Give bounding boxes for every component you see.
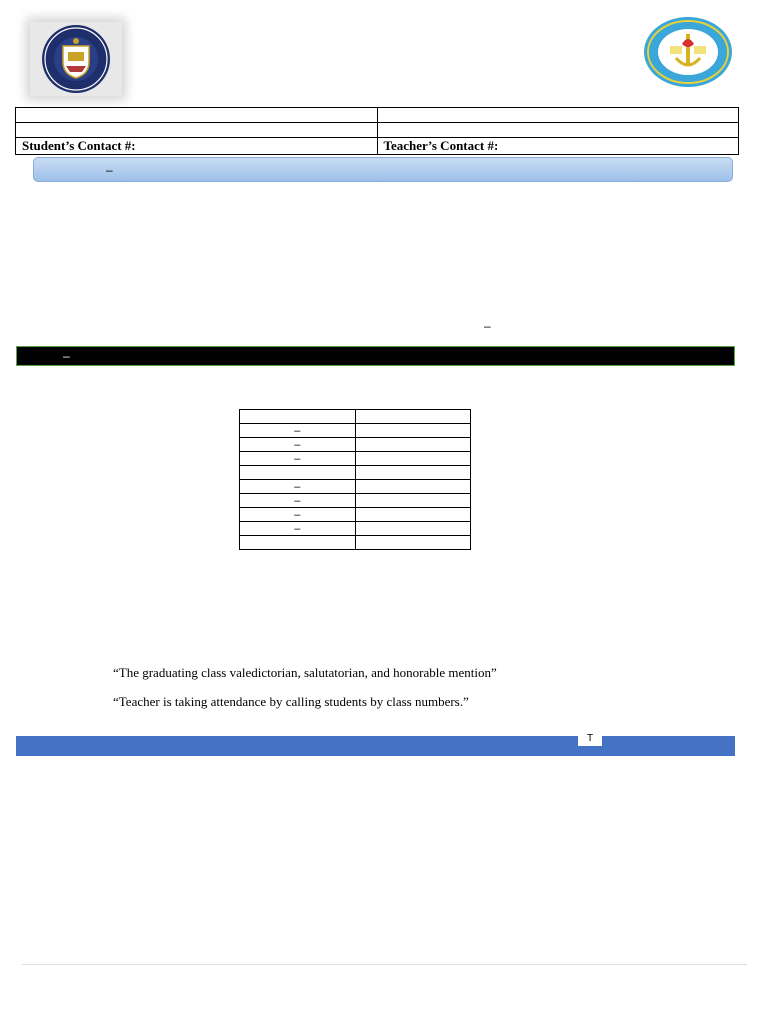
teacher-contact-label: Teacher’s Contact #: <box>377 138 739 155</box>
info-row <box>16 123 739 138</box>
section-bar <box>16 346 735 366</box>
table-row <box>240 536 471 550</box>
footer-divider <box>22 964 747 965</box>
table-cell <box>355 494 471 508</box>
quote-valedictorian: “The graduating class valedictorian, salutatorian, and honorable mention” <box>113 665 497 680</box>
table-cell: – <box>240 522 356 536</box>
table-cell <box>240 466 356 480</box>
bar-dash: – <box>63 349 70 363</box>
student-contact-label: Student’s Contact #: <box>16 138 378 155</box>
school-seal-graphic <box>642 16 734 88</box>
table-cell <box>355 480 471 494</box>
banner-dash: – <box>106 163 113 177</box>
table-cell <box>355 522 471 536</box>
table-row <box>240 522 471 536</box>
table-row <box>240 508 471 522</box>
diocesan-seal-graphic <box>30 22 122 96</box>
table-row <box>240 424 471 438</box>
table-cell: – <box>240 508 356 522</box>
text-dash: – <box>484 319 491 333</box>
quote-attendance: “Teacher is taking attendance by calling students by class numbers.” <box>113 694 469 709</box>
table-cell <box>355 424 471 438</box>
table-cell <box>240 536 356 550</box>
table-row <box>240 452 471 466</box>
table-cell <box>355 438 471 452</box>
diocesan-seal-logo <box>30 22 122 96</box>
table-cell: – <box>240 438 356 452</box>
info-table <box>15 107 739 155</box>
table-cell <box>355 410 471 424</box>
info-cell <box>16 108 378 123</box>
table-cell: – <box>240 424 356 438</box>
table-cell: – <box>240 452 356 466</box>
table-row <box>240 466 471 480</box>
info-row <box>16 108 739 123</box>
info-cell <box>377 123 739 138</box>
info-row <box>16 138 739 155</box>
table-cell: – <box>240 480 356 494</box>
table-row <box>240 410 471 424</box>
table-cell <box>240 410 356 424</box>
table-row <box>240 438 471 452</box>
info-cell <box>16 123 378 138</box>
section-banner <box>33 157 733 182</box>
section-bar-blue <box>16 736 735 756</box>
table-cell <box>355 452 471 466</box>
table-row <box>240 480 471 494</box>
info-cell <box>377 108 739 123</box>
bar-tab-label: T <box>578 731 602 746</box>
table-cell <box>355 466 471 480</box>
table-row <box>240 494 471 508</box>
table-cell: – <box>240 494 356 508</box>
table-cell <box>355 508 471 522</box>
table-cell <box>355 536 471 550</box>
school-seal-logo <box>642 16 734 88</box>
grid-table <box>239 409 471 550</box>
